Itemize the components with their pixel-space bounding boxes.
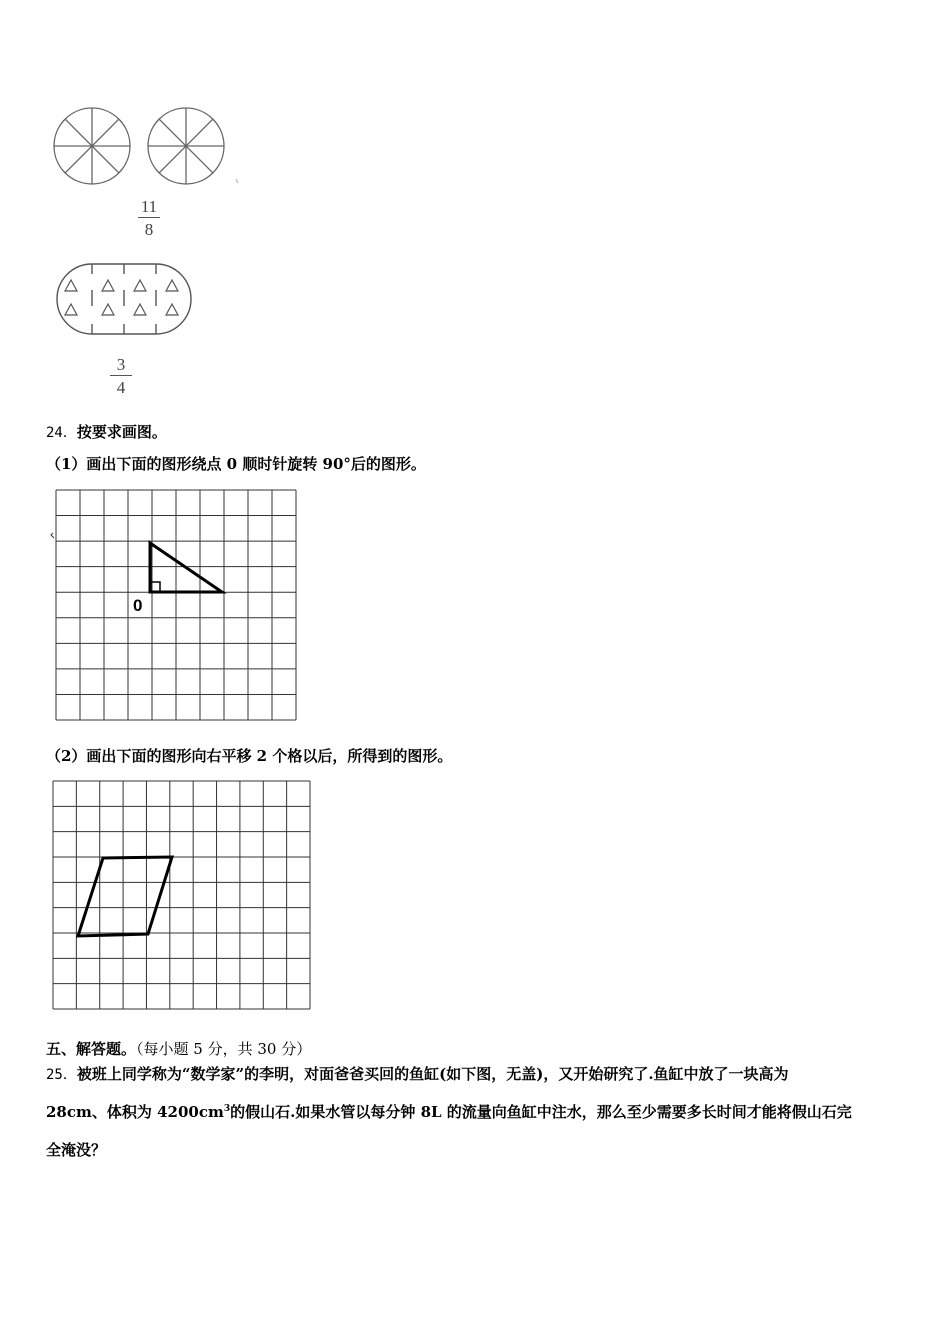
question-24-part-1: （1）画出下面的图形绕点 0 顺时针旋转 90°后的图形。 xyxy=(46,455,426,473)
question-25-line-2 xyxy=(46,1101,852,1122)
point-o-label: 0 xyxy=(133,596,143,615)
question-text-a: 28cm、体积为 4200cm xyxy=(46,1103,224,1121)
circle-eighths-1 xyxy=(54,108,130,184)
question-24-part-2: （2）画出下面的图形向右平移 2 个格以后，所得到的图形。 xyxy=(46,747,453,765)
section-5-heading xyxy=(46,1038,311,1059)
rotation-grid xyxy=(48,485,303,725)
parallelogram xyxy=(78,857,172,936)
circle-eighths-figure xyxy=(50,105,240,190)
question-number: 25． xyxy=(46,1067,77,1083)
small-triangles xyxy=(65,280,178,315)
right-triangle xyxy=(150,543,222,592)
question-25-line-1 xyxy=(46,1063,789,1084)
question-24-title xyxy=(46,421,167,442)
fraction-denominator: 4 xyxy=(116,378,126,397)
circle-eighths-2 xyxy=(148,108,224,184)
section-title: 五、解答题。 xyxy=(46,1040,137,1058)
translation-grid xyxy=(48,776,316,1016)
superscript: 3 xyxy=(223,1104,231,1114)
question-number: 24． xyxy=(46,425,77,441)
question-text-b: 的假山石.如果水管以每分钟 8L 的流量向鱼缸中注水，那么至少需要多长时间才能将假山石完 xyxy=(230,1103,852,1121)
question-text: 被班上同学称为“数学家”的李明，对面爸爸买回的鱼缸(如下图，无盖)，又开始研究了.鱼缸中放了一块高为 xyxy=(76,1065,789,1083)
question-25-line-3: 全淹没？ xyxy=(46,1141,107,1159)
question-text: 按要求画图。 xyxy=(76,423,167,441)
section-note: （每小题 5 分，共 30 分） xyxy=(136,1040,312,1058)
fraction-3-4 xyxy=(106,356,136,396)
fraction-11-8 xyxy=(134,198,164,238)
fraction-numerator: 11 xyxy=(140,197,158,216)
fraction-numerator: 3 xyxy=(116,355,126,374)
fraction-denominator: 8 xyxy=(144,220,154,239)
triangle-group-figure xyxy=(52,260,197,340)
